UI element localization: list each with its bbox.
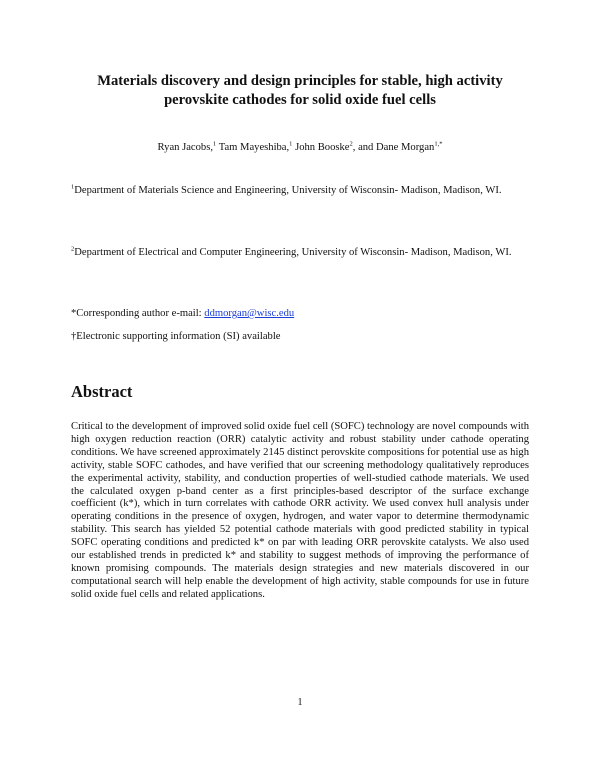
author-name: Tam Mayeshiba, bbox=[216, 142, 290, 153]
affiliation-mark: 1 bbox=[71, 183, 75, 191]
paper-title bbox=[60, 72, 540, 110]
title-line-2: perovskite cathodes for solid oxide fuel cells bbox=[164, 92, 436, 108]
abstract-heading: Abstract bbox=[71, 382, 133, 401]
corresponding-email-link[interactable]: ddmorgan@wisc.edu bbox=[204, 308, 295, 319]
author-affiliation-mark: 1 bbox=[289, 140, 293, 148]
affiliation-2 bbox=[71, 246, 531, 261]
supporting-info-note: †Electronic supporting information (SI) available bbox=[71, 331, 281, 342]
affiliation-text: Department of Materials Science and Engineering, University of Wisconsin- Madison, Madison, WI. bbox=[74, 185, 502, 196]
affiliation-1 bbox=[71, 184, 531, 199]
author-name: , and Dane Morgan bbox=[352, 142, 435, 153]
corresponding-label: *Corresponding author e-mail: bbox=[71, 308, 205, 319]
title-line-1: Materials discovery and design principles for stable, high activity bbox=[97, 73, 503, 89]
author-list bbox=[60, 141, 540, 155]
author-affiliation-mark: 1 bbox=[213, 140, 217, 148]
abstract-body: Critical to the development of improved solid oxide fuel cell (SOFC) technology are novel compounds with high oxygen reduction reaction (ORR) catalytic activity and robust stability under cathode operating conditions. We have screened approximately 2145 distinct perovskite compositions for potential use as high activity, stable SOFC cathodes, and have verified that our screening methodology qualitatively reproduces the experimental activity, stability, and conduction properties of well-studied cathode materials. We used the calculated oxygen p-band center as a first principles-based descriptor of the surface exchange coefficient (k*), which in turn correlates with cathode ORR activity. We used convex hull analysis under operating conditions in the presence of oxygen, hydrogen, and water vapor to determine thermodynamic stability. This search has yielded 52 potential cathode materials with good predicted stability in typical SOFC operating conditions and predicted k* on par with leading ORR perovskite catalysts. We also used our established trends in predicted k* and stability to suggest methods of improving the performance of known promising compounds. The materials design strategies and new materials discovered in our computational search will help enable the development of high activity, stable compounds for use in future solid oxide fuel cells and related applications. bbox=[71, 421, 529, 600]
affiliation-text: Department of Electrical and Computer Engineering, University of Wisconsin- Madison, Madison, WI. bbox=[74, 247, 512, 258]
affiliation-mark: 2 bbox=[71, 245, 75, 253]
author-affiliation-mark: 1,* bbox=[434, 140, 443, 148]
corresponding-author-note bbox=[71, 307, 294, 321]
author-affiliation-mark: 2 bbox=[349, 140, 353, 148]
page-number: 1 bbox=[297, 697, 303, 708]
author-name: Ryan Jacobs, bbox=[157, 142, 213, 153]
author-name: John Booske bbox=[292, 142, 350, 153]
